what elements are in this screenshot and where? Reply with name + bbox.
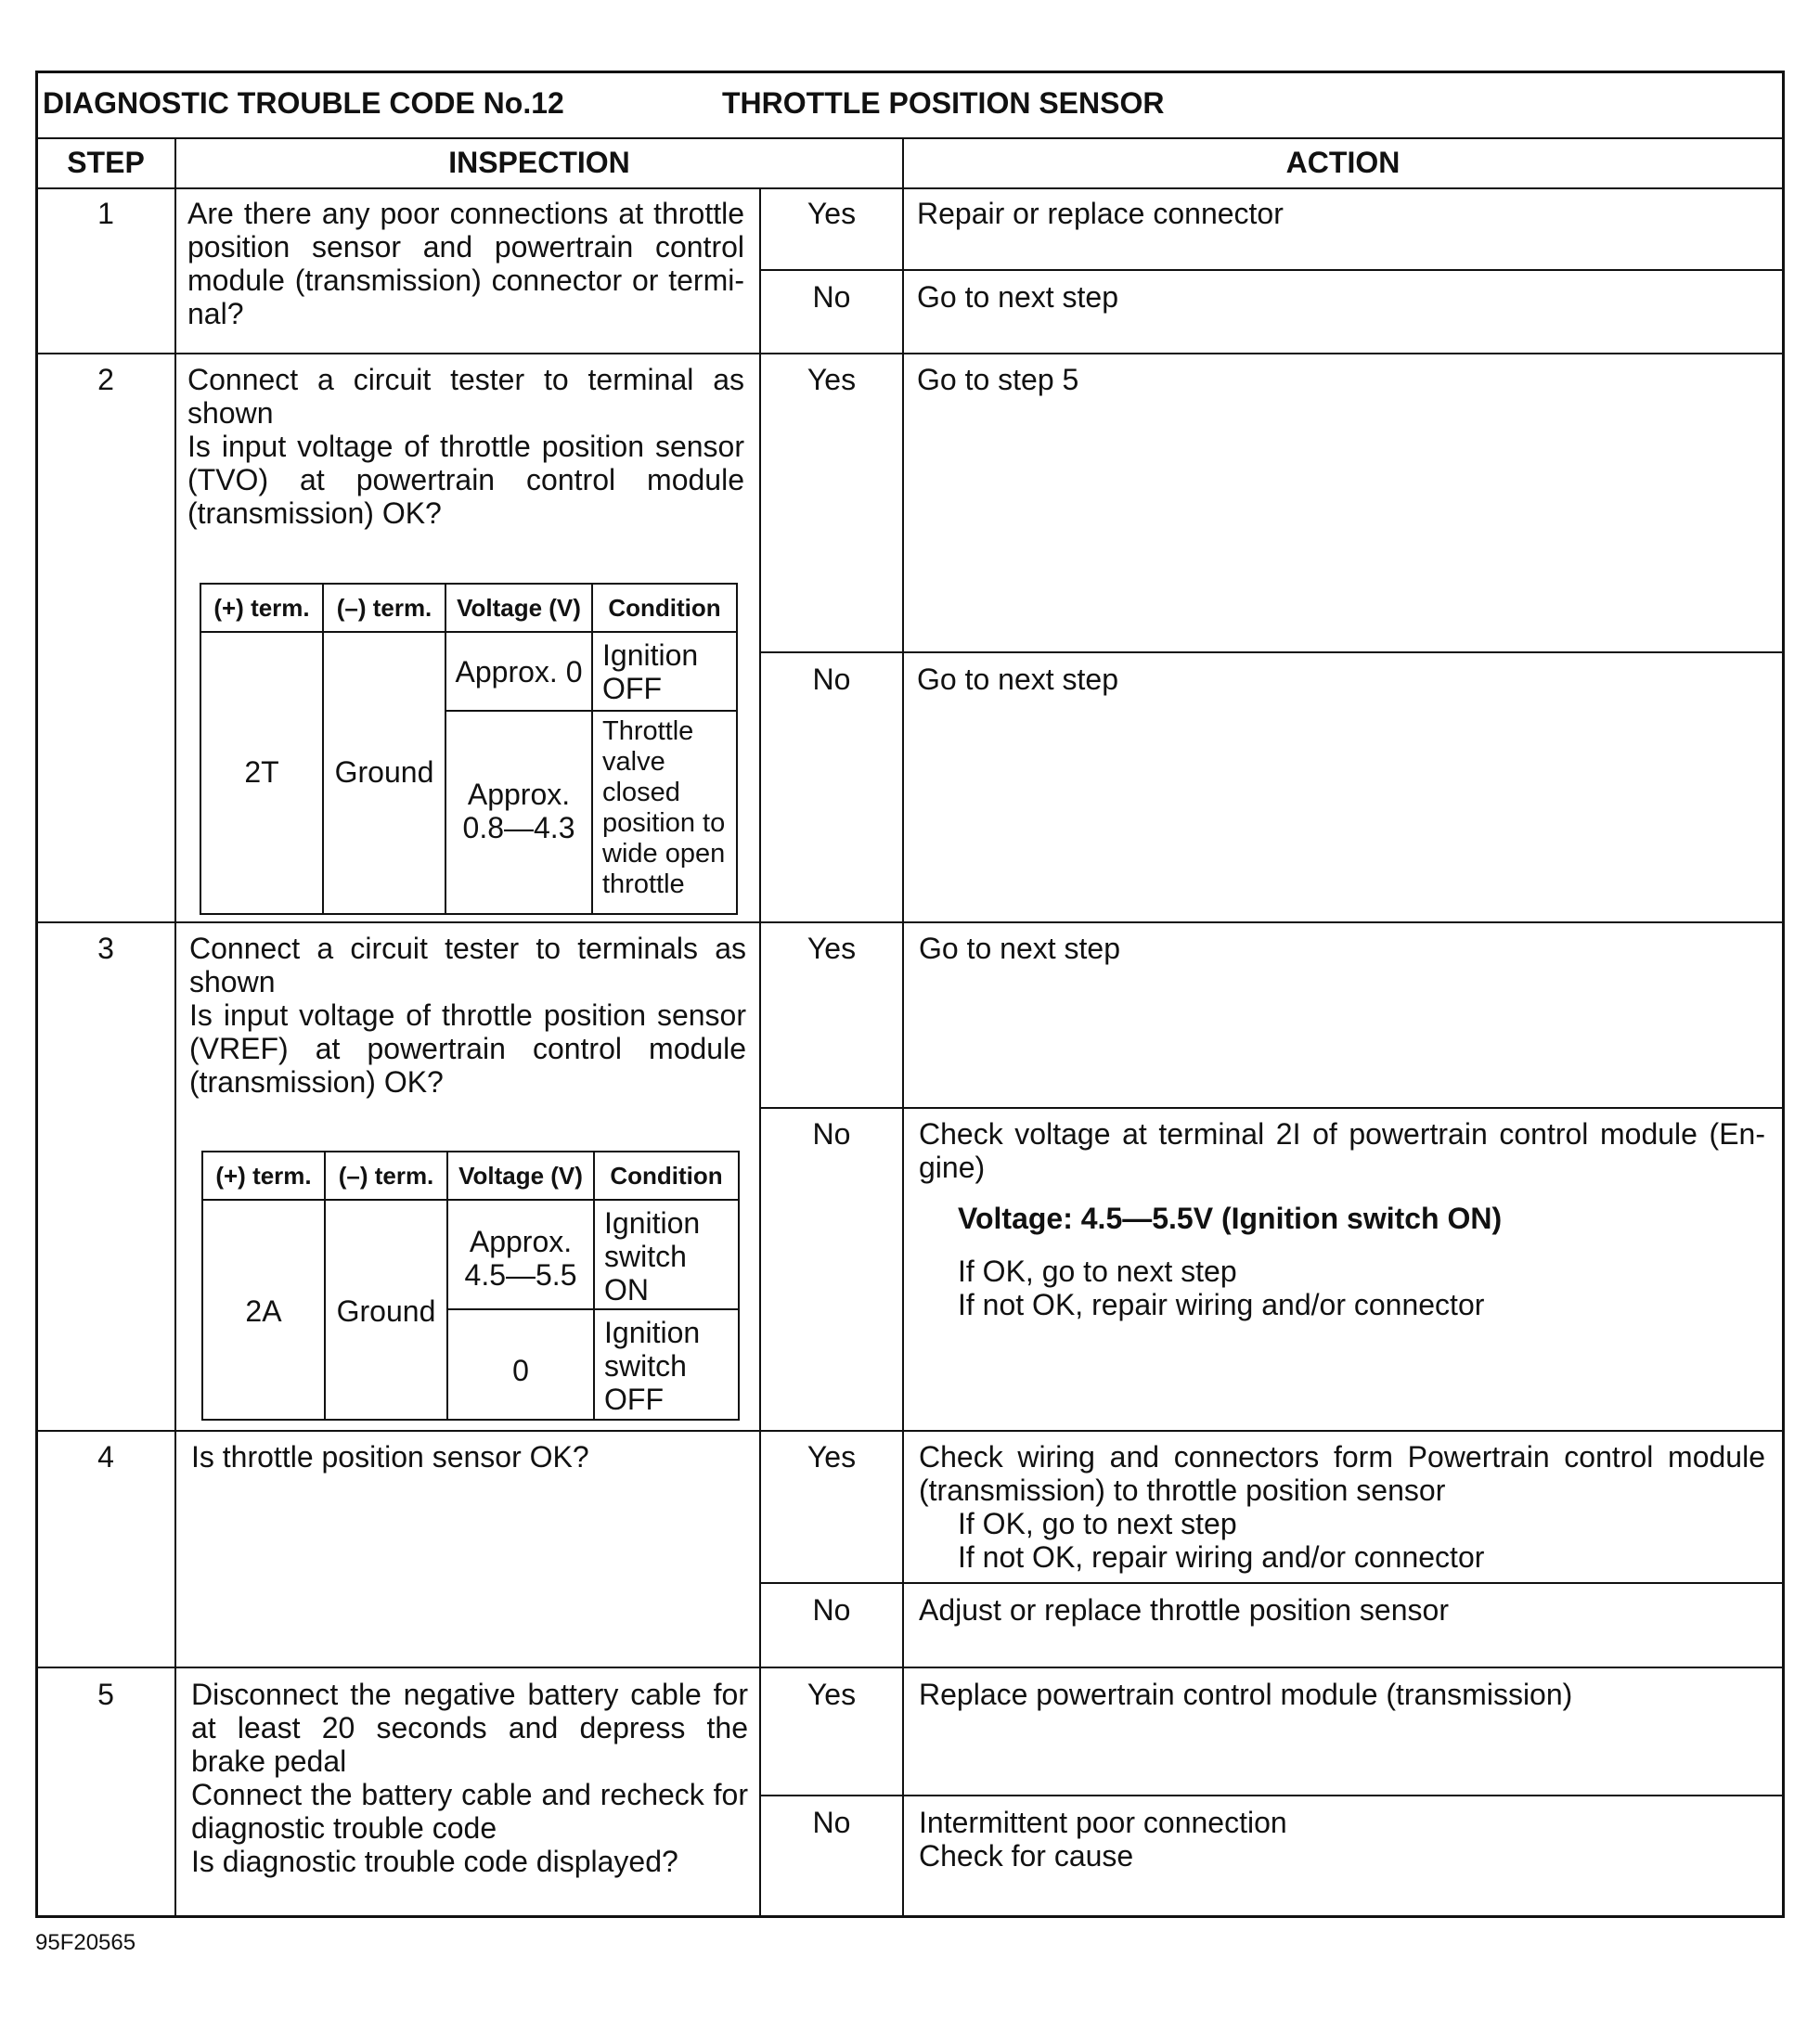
- yes-label: Yes: [807, 1678, 857, 1711]
- page-title: THROTTLE POSITION SENSOR: [722, 86, 1165, 120]
- no-label: No: [812, 1593, 851, 1627]
- step-number: 2: [97, 363, 114, 396]
- column-header-step: STEP: [67, 146, 145, 179]
- inspection-text: Disconnect the negative battery cable for at least 20 seconds and depress the brake pedal: [191, 1678, 748, 1778]
- yes-label: Yes: [807, 1440, 857, 1474]
- yes-action: Go to step 5: [917, 363, 1079, 396]
- condition-value: Ignition switch OFF: [604, 1316, 701, 1416]
- table-header: Voltage (V): [458, 1162, 583, 1190]
- no-label: No: [812, 1806, 851, 1839]
- column-header-inspection: INSPECTION: [448, 146, 630, 179]
- no-action: Go to next step: [917, 663, 1119, 696]
- no-label: No: [812, 1117, 851, 1151]
- if-not-ok-text: If not OK, repair wiring and/or connector: [958, 1540, 1485, 1574]
- inspection-text: Is input voltage of throttle position sensor (TVO) at powertrain control module (transmission) OK?: [187, 430, 744, 530]
- yes-action: Check wiring and connectors form Powertrain control module (transmission) to throttle position sensor: [919, 1440, 1765, 1507]
- table-header: (–) term.: [338, 1162, 434, 1190]
- table-header: (+) term.: [215, 1162, 312, 1190]
- table-header: Condition: [608, 594, 721, 622]
- voltage-spec: Voltage: 4.5—5.5V (Ignition switch ON): [958, 1202, 1503, 1235]
- minus-terminal: Ground: [334, 755, 434, 789]
- inspection-text: Connect a circuit tester to terminals as shown: [189, 932, 746, 998]
- column-header-action: ACTION: [1285, 146, 1400, 179]
- no-action: Check for cause: [919, 1839, 1134, 1873]
- yes-label: Yes: [807, 363, 857, 396]
- inspection-text: Are there any poor connections at throttle position sensor and powertrain control module (transmission) connector or termi-nal?: [187, 197, 744, 330]
- yes-action: Replace powertrain control module (transmission): [919, 1678, 1573, 1711]
- figure-id: 95F20565: [35, 1930, 136, 1955]
- if-ok-text: If OK, go to next step: [958, 1507, 1237, 1540]
- step-number: 4: [97, 1440, 114, 1474]
- voltage-spec-table: [201, 1151, 740, 1421]
- trouble-code-label: DIAGNOSTIC TROUBLE CODE No.12: [43, 86, 564, 120]
- step-number: 1: [97, 197, 114, 230]
- table-header: Voltage (V): [457, 594, 581, 622]
- voltage-value: Approx. 0: [455, 655, 583, 689]
- condition-value: Ignition switch ON: [604, 1206, 701, 1307]
- yes-action: Repair or replace connector: [917, 197, 1284, 230]
- inspection-text: Connect a circuit tester to terminal as shown: [187, 363, 744, 430]
- no-action: Adjust or replace throttle position sensor: [919, 1593, 1449, 1627]
- condition-value: Ignition OFF: [602, 638, 699, 705]
- step-number: 5: [97, 1678, 114, 1711]
- minus-terminal: Ground: [336, 1294, 436, 1328]
- table-header: (+) term.: [213, 594, 310, 622]
- inspection-text: Is input voltage of throttle position sensor (VREF) at powertrain control module (transmission) OK?: [189, 998, 746, 1099]
- yes-label: Yes: [807, 197, 857, 230]
- no-label: No: [812, 663, 851, 696]
- yes-label: Yes: [807, 932, 857, 965]
- voltage-value: Approx. 4.5—5.5: [464, 1225, 577, 1292]
- yes-action: Go to next step: [919, 932, 1121, 965]
- inspection-text: Is throttle position sensor OK?: [191, 1440, 589, 1474]
- step-number: 3: [97, 932, 114, 965]
- inspection-text: Is diagnostic trouble code displayed?: [191, 1845, 678, 1878]
- plus-terminal: 2T: [244, 755, 279, 789]
- no-action: Go to next step: [917, 280, 1119, 314]
- inspection-text: Connect the battery cable and recheck for diagnostic trouble code: [191, 1778, 748, 1845]
- table-header: Condition: [610, 1162, 723, 1190]
- if-not-ok-text: If not OK, repair wiring and/or connector: [958, 1288, 1485, 1321]
- table-header: (–) term.: [336, 594, 432, 622]
- voltage-spec-table: [200, 583, 738, 915]
- no-label: No: [812, 280, 851, 314]
- condition-value: Throttle valve closed position to wide open throttle: [602, 716, 726, 899]
- no-action: Intermittent poor connection: [919, 1806, 1287, 1839]
- voltage-value: 0: [512, 1354, 529, 1387]
- voltage-value: Approx. 0.8—4.3: [462, 778, 575, 844]
- if-ok-text: If OK, go to next step: [958, 1255, 1237, 1288]
- plus-terminal: 2A: [245, 1294, 282, 1328]
- no-action: Check voltage at terminal 2I of powertrain control module (En-gine): [919, 1117, 1765, 1184]
